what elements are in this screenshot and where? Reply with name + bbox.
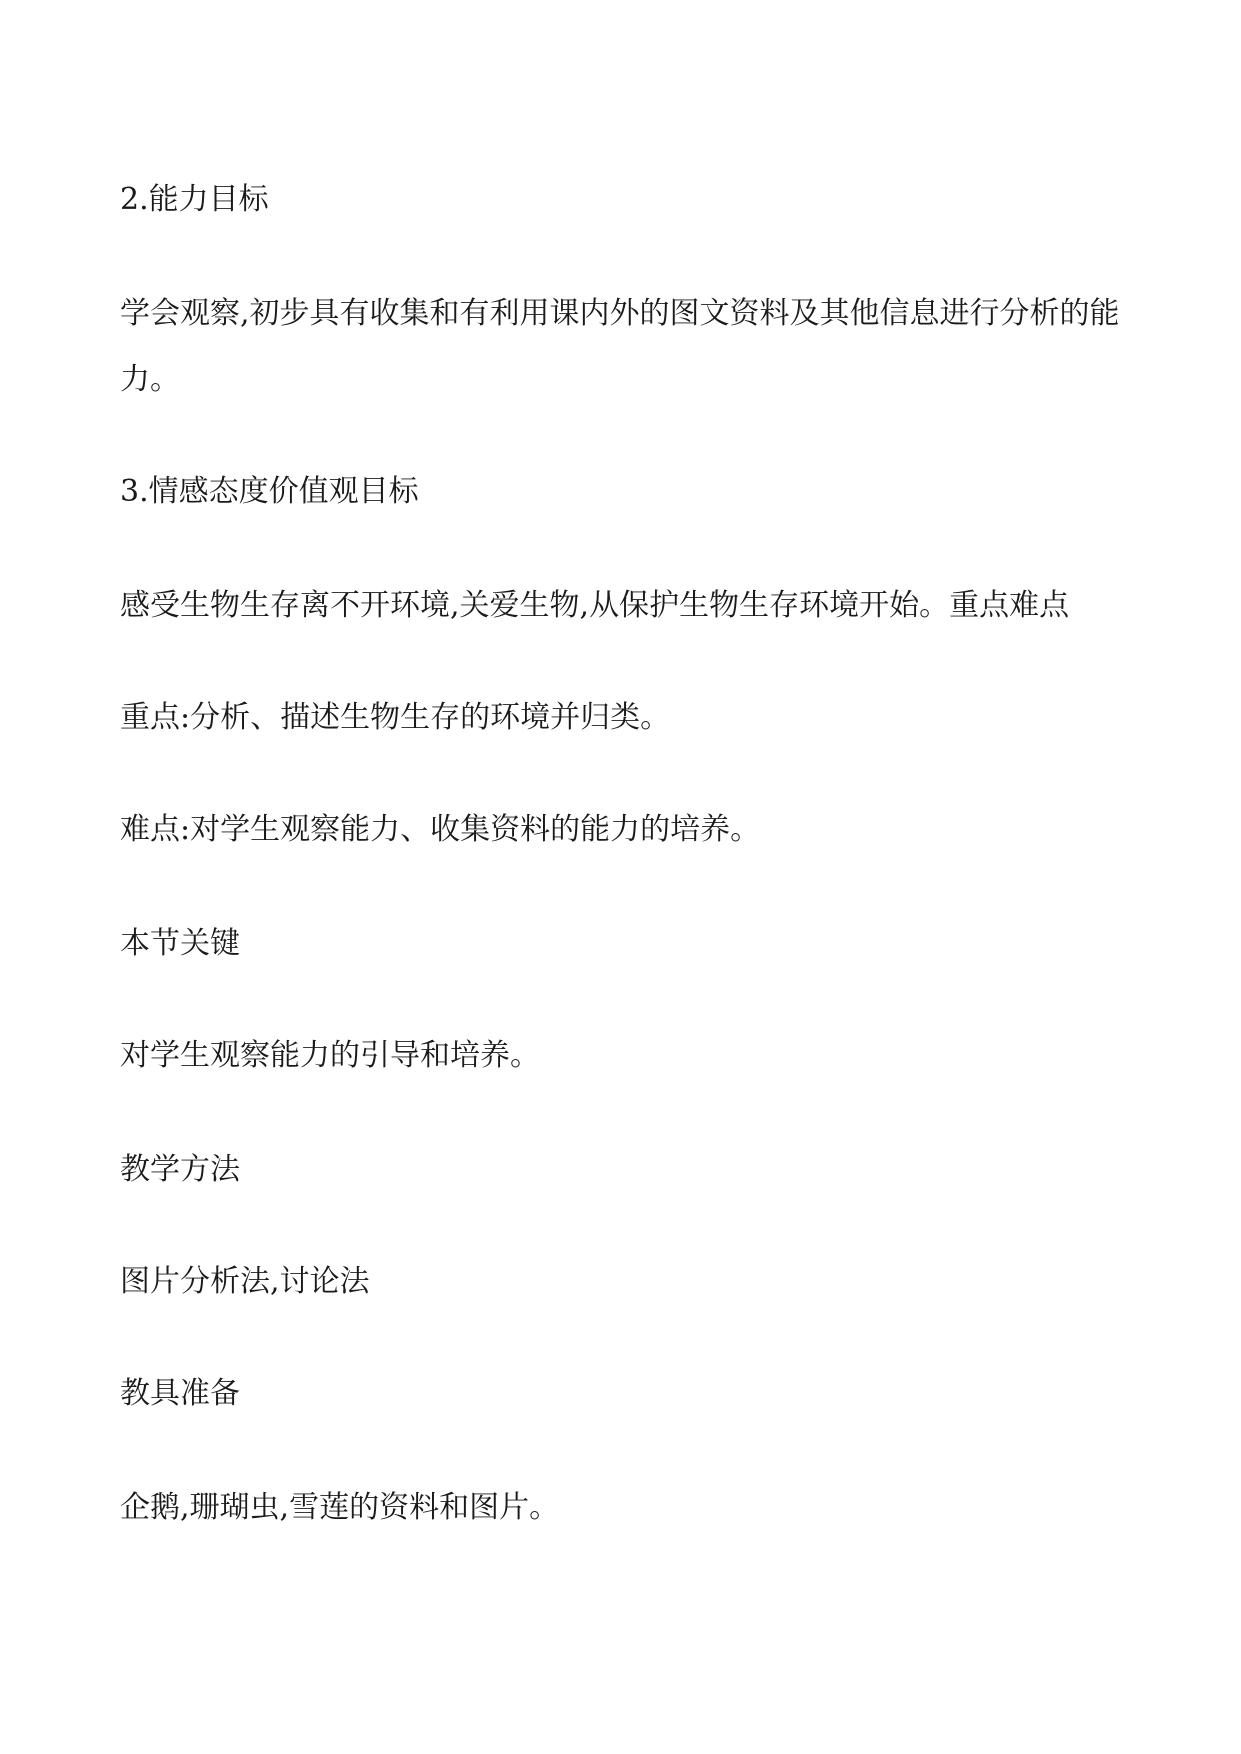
heading-teaching-aids: 教具准备 bbox=[120, 1376, 240, 1411]
teaching-aids-text: 企鹅,珊瑚虫,雪莲的资料和图片。 bbox=[120, 1490, 560, 1525]
key-point-text: 重点:分析、描述生物生存的环境并归类。 bbox=[120, 700, 671, 735]
ability-goal-text: 学会观察,初步具有收集和有利用课内外的图文资料及其他信息进行分析的能 bbox=[120, 296, 1120, 331]
difficulty-text: 难点:对学生观察能力、收集资料的能力的培养。 bbox=[120, 812, 761, 847]
heading-section-key: 本节关键 bbox=[120, 926, 240, 961]
heading-ability-goal: 2.能力目标 bbox=[120, 182, 269, 217]
heading-emotion-goal: 3.情感态度价值观目标 bbox=[120, 474, 419, 509]
ability-goal-text-cont: 力。 bbox=[120, 362, 180, 397]
teaching-method-text: 图片分析法,讨论法 bbox=[120, 1264, 370, 1299]
section-key-text: 对学生观察能力的引导和培养。 bbox=[120, 1038, 540, 1073]
emotion-goal-text: 感受生物生存离不开环境,关爱生物,从保护生物生存环境开始。重点难点 bbox=[120, 588, 1070, 623]
heading-teaching-method: 教学方法 bbox=[120, 1152, 240, 1187]
